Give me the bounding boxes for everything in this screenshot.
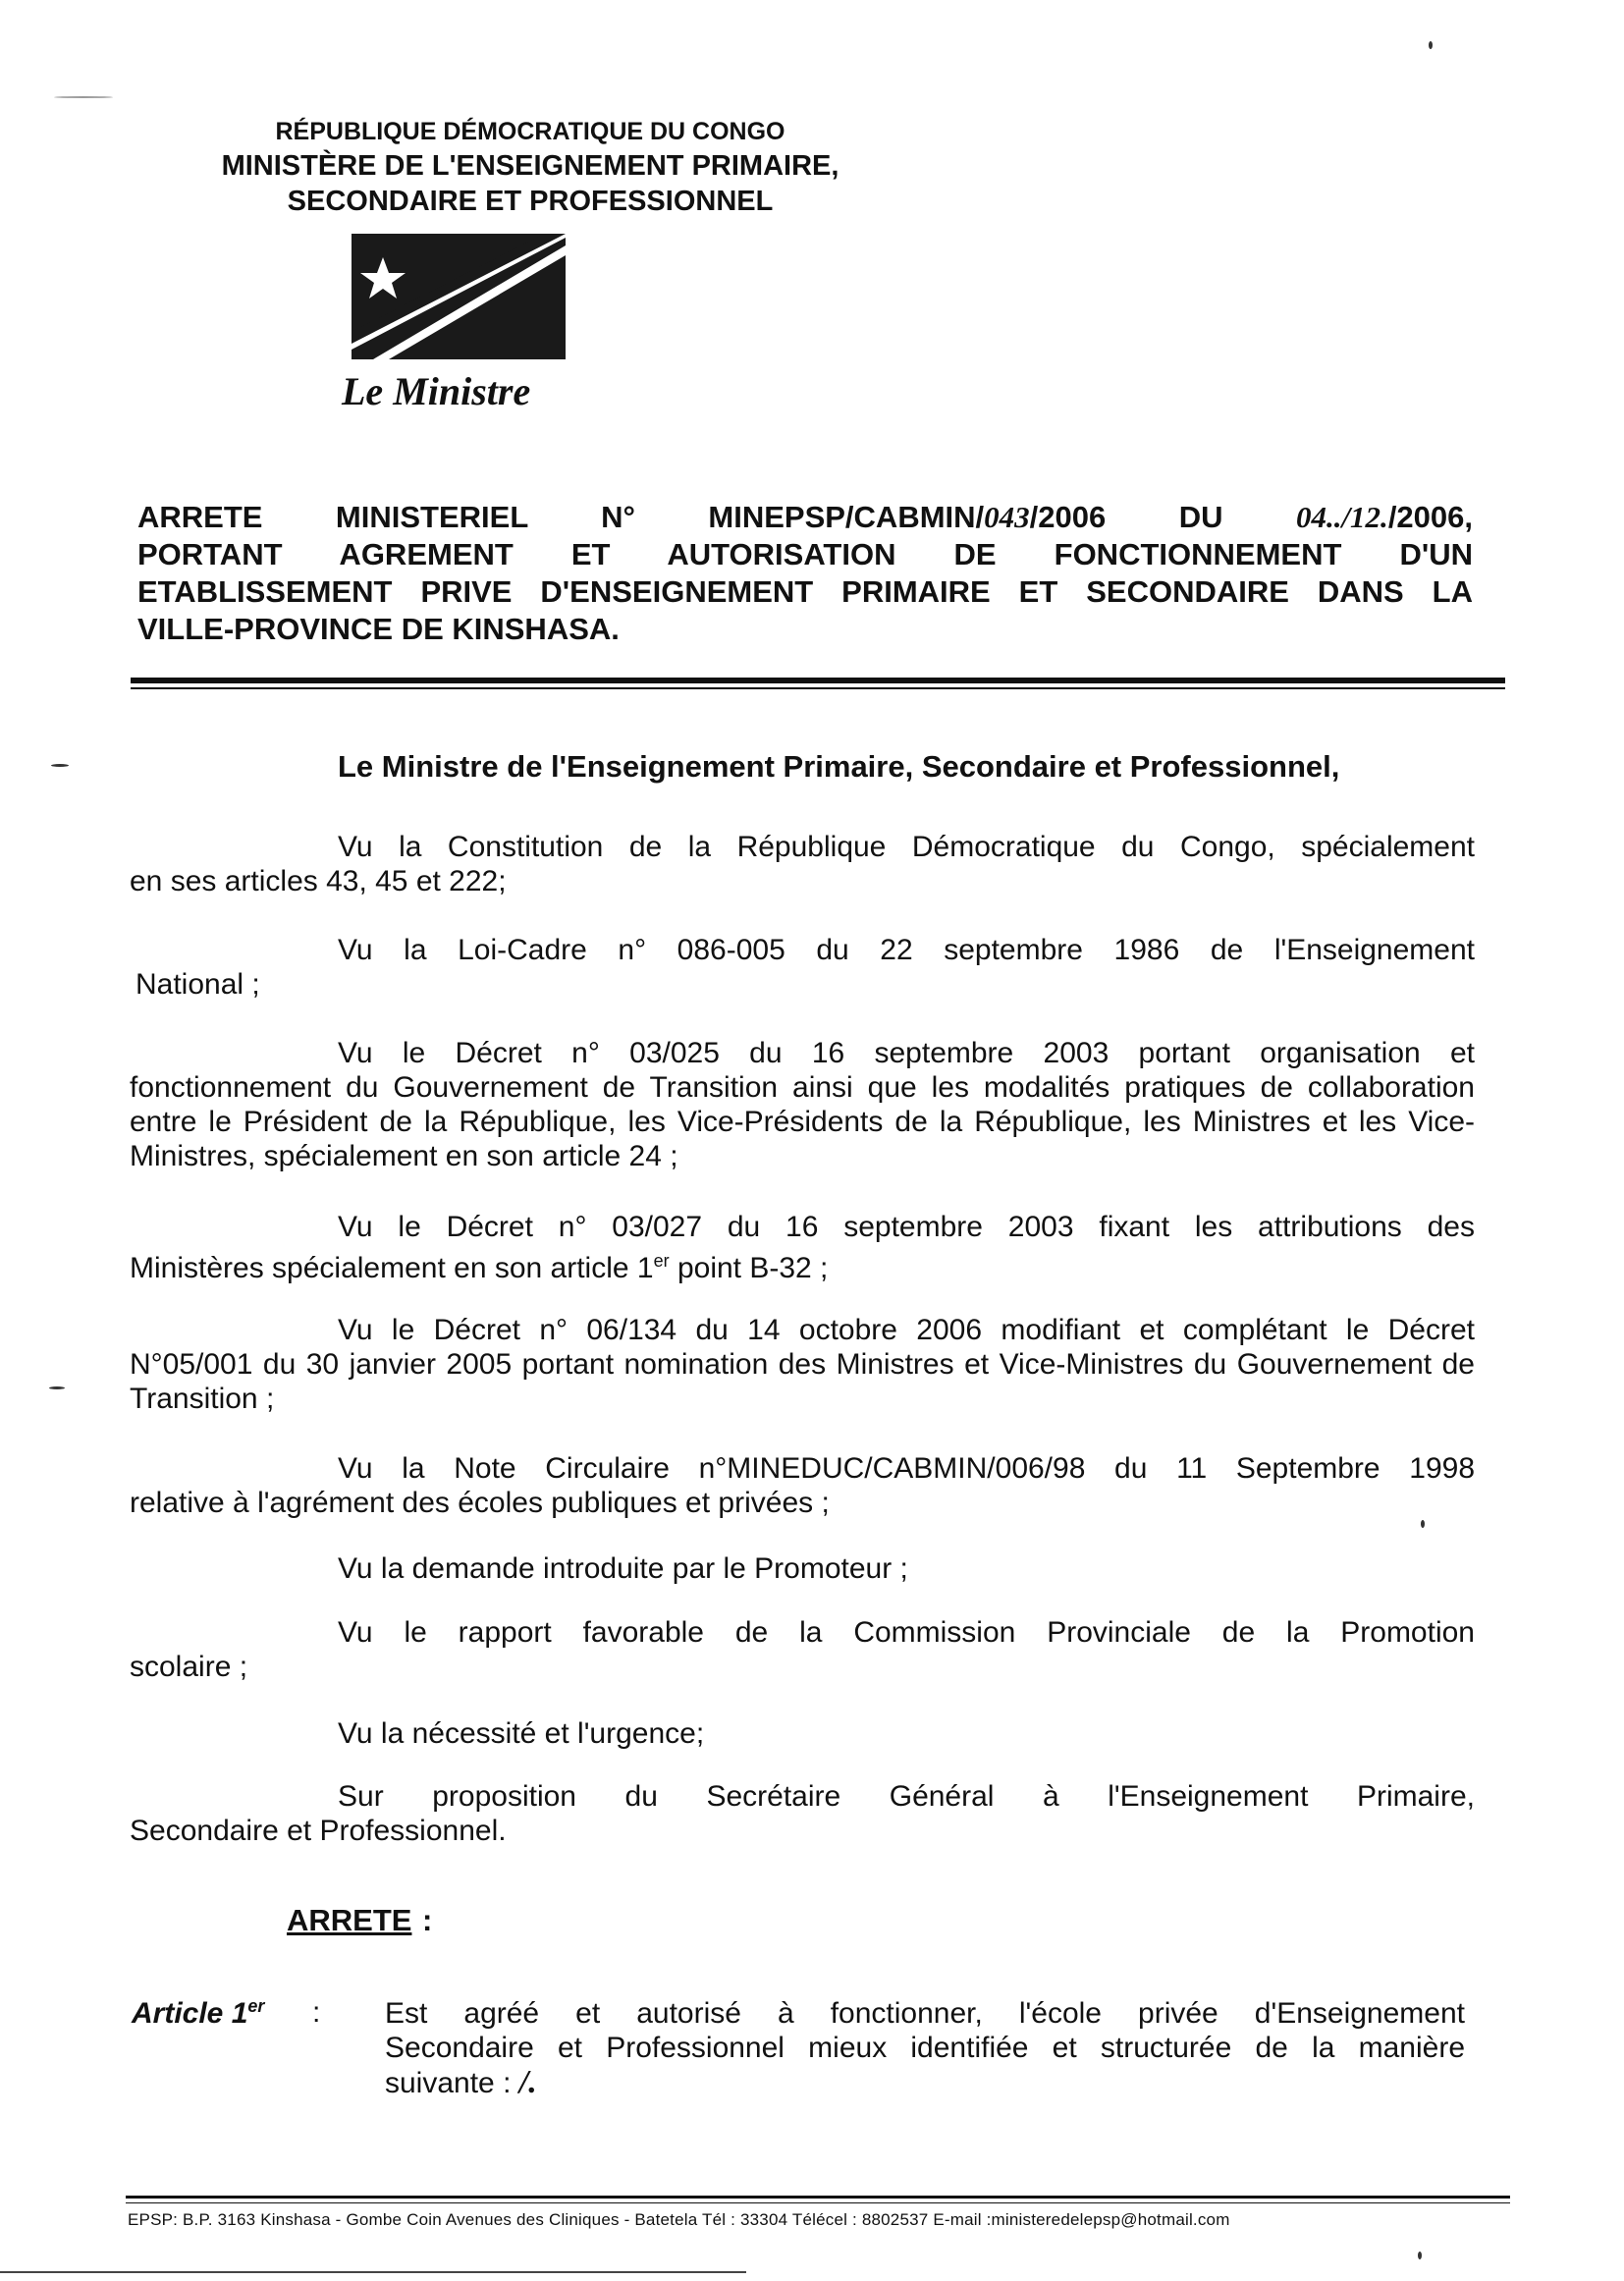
visa-rapport: Vu le rapport favorable de la Commission Provinciale de la Promotion scolaire ; <box>130 1616 1475 1683</box>
title-rule-thin <box>131 687 1505 689</box>
handwritten-date: 04../12. <box>1295 500 1388 534</box>
header-country: RÉPUBLIQUE DÉMOCRATIQUE DU CONGO <box>275 118 785 145</box>
visa-loi-cadre: Vu la Loi-Cadre n° 086-005 du 22 septembre 1986 de l'Enseignement National ; <box>135 934 1475 1001</box>
title-rule-thick <box>131 678 1505 683</box>
title-line-2: PORTANT AGREMENT ET AUTORISATION DE FONCTIONNEMENT D'UN <box>137 537 1473 571</box>
visa-decret-03-027: Vu le Décret n° 03/027 du 16 septembre 2003 fixant les attributions des Ministères spécialement en son article 1er point B-32 ; <box>130 1211 1475 1284</box>
visa-demande: Vu la demande introduite par le Promoteur ; <box>338 1552 908 1585</box>
visa-decret-03-025: Vu le Décret n° 03/025 du 16 septembre 2003 portant organisation et fonctionnement du Gouvernement de Transition ainsi que les modalités pratiques de collaboration entre le Président de la République, les Vice-Présidents de la République, les Ministres et les Vice-Ministres, spécialement en son article 24 ; <box>130 1037 1475 1172</box>
title-line-1: ARRETE MINISTERIEL N° MINEPSP/CABMIN/043/2006 DU 04../12./2006, <box>137 500 1474 534</box>
minister-heading: Le Ministre de l'Enseignement Primaire, Secondaire et Professionnel, <box>338 749 1340 784</box>
scan-speck <box>51 764 69 767</box>
article-1-colon: : <box>312 1996 321 2029</box>
scan-speck <box>49 1386 65 1389</box>
handwritten-number: 043 <box>984 500 1030 534</box>
footer-rule-thick <box>126 2196 1510 2199</box>
visa-proposition: Sur proposition du Secrétaire Général à l'Enseignement Primaire, Secondaire et Professionnel. <box>130 1780 1475 1847</box>
footer-rule-thin <box>126 2202 1510 2203</box>
header-ministry-line2: SECONDAIRE ET PROFESSIONNEL <box>287 186 774 217</box>
scan-speck <box>1421 1520 1425 1528</box>
article-1-text: Est agréé et autorisé à fonctionner, l'école privée d'Enseignement Secondaire et Professionnel mieux identifiée et structurée de la manière suivante : /. <box>385 1997 1465 2100</box>
arrete-colon: : <box>422 1903 433 1937</box>
article-1-label: Article 1er <box>132 1996 265 2030</box>
bottom-scan-line <box>0 2271 746 2273</box>
scan-speck <box>1429 41 1433 49</box>
minister-signature-title: Le Ministre <box>342 369 531 413</box>
visa-decret-06-134: Vu le Décret n° 06/134 du 14 octobre 2006 modifiant et complétant le Décret N°05/001 du 30 janvier 2005 portant nomination des Ministres et Vice-Ministres du Gouvernement de Transition ; <box>130 1314 1475 1415</box>
title-line-3: ETABLISSEMENT PRIVE D'ENSEIGNEMENT PRIMAIRE ET SECONDAIRE DANS LA <box>137 574 1473 609</box>
visa-note-circulaire: Vu la Note Circulaire n°MINEDUC/CABMIN/006/98 du 11 Septembre 1998 relative à l'agrément des écoles publiques et privées ; <box>130 1452 1475 1519</box>
title-line-4: VILLE-PROVINCE DE KINSHASA. <box>137 612 620 646</box>
visa-constitution: Vu la Constitution de la République Démocratique du Congo, spécialement en ses articles 43, 45 et 222; <box>130 831 1475 897</box>
flag-emblem <box>352 234 566 359</box>
handwritten-mark: /. <box>518 2064 537 2100</box>
visa-necessite: Vu la nécessité et l'urgence; <box>338 1717 705 1750</box>
decree-title <box>137 499 1473 648</box>
header-ministry-line1: MINISTÈRE DE L'ENSEIGNEMENT PRIMAIRE, <box>221 150 839 182</box>
scan-speck <box>54 96 113 98</box>
scan-speck <box>1418 2252 1422 2259</box>
arrete-heading: ARRETE <box>287 1903 412 1937</box>
footer-contact: EPSP: B.P. 3163 Kinshasa - Gombe Coin Avenues des Cliniques - Batetela Tél : 33304 Télécel : 8802537 E-mail :ministeredelepsp@hotmail.com <box>128 2210 1230 2229</box>
